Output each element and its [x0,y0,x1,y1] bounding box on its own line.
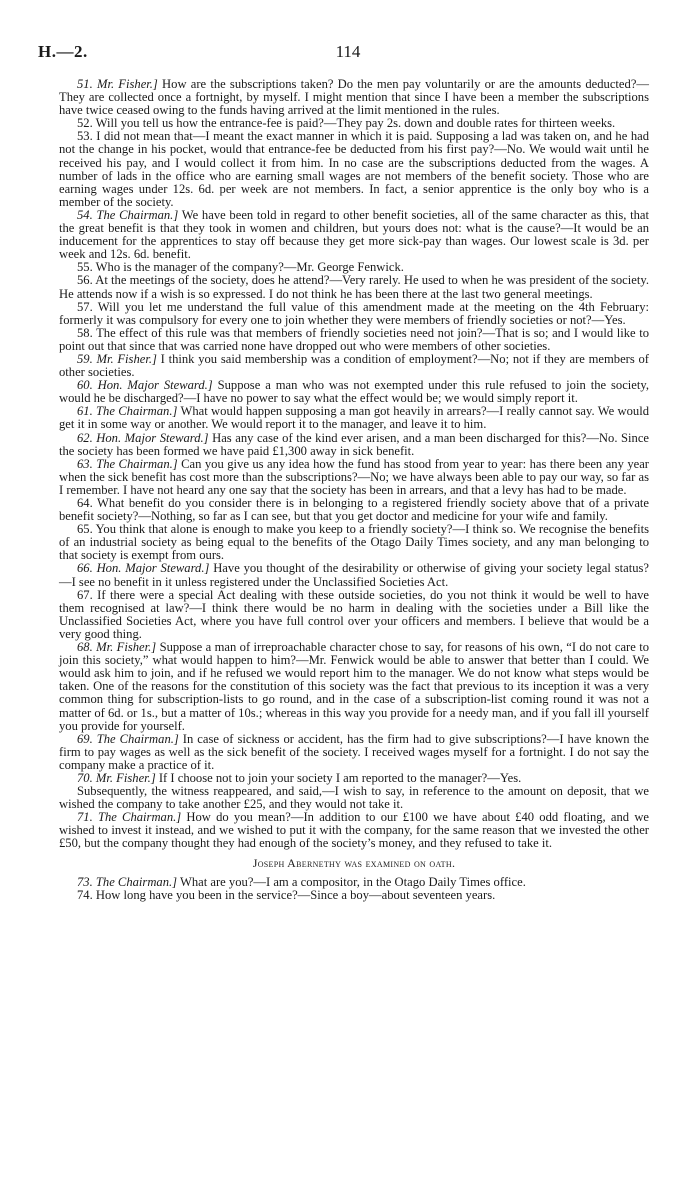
question-paragraph [59,458,649,497]
paragraph-text: 58. The effect of this rule was that members of friendly societies need not join?—That is so; and I would like to point out that since that was carried none have dropped out who were members of other societies. [59,325,649,353]
speaker-label: 70. Mr. Fisher.] [77,770,156,785]
speaker-label: 54. The Chairman.] [77,207,179,222]
paragraph-text: Suppose a man of irreproachable character chose to say, for reasons of his own, “I do not care to join this society,” what would happen to him?—Mr. Fenwick would be able to answer that better than I could. We would ask him to join, and if he refused we would report him to the manager. We do not know what steps would be taken. One of the reasons for the constitution of this society was the fact that previous to its inception it was a very common thing for subscription-lists to go round, and in the case of a subscription-list coming round it was not a matter of 6d. or 1s., but a matter of 10s.; whereas in this way you provide for a needy man, and if you fall ill yourself you provide for yourself. [59,640,649,733]
question-paragraph [59,405,649,431]
paragraph-text: Have you thought of the desirability or otherwise of giving your society legal status?—I see no benefit in it unless registered under the Unclassified Societies Act. [59,561,649,589]
page-header [38,42,658,64]
final-paragraph-list [59,876,649,902]
speaker-label: 62. Hon. Major Steward.] [77,430,209,445]
speaker-label: 71. The Chairman.] [77,810,182,825]
question-paragraph [59,889,649,902]
paragraph-text: 64. What benefit do you consider there is in belonging to a registered friendly society above that of a private benefit society?—Nothing, so far as I can see, but that you get doctor and medicine for your wife and family. [59,496,649,524]
question-paragraph [59,811,649,850]
paragraph-text: 55. Who is the manager of the company?—Mr. George Fenwick. [77,260,404,275]
question-paragraph [59,589,649,641]
speaker-label: 68. Mr. Fisher.] [77,640,157,655]
question-paragraph [59,733,649,772]
paragraph-text: 53. I did not mean that—I meant the exact manner in which it is paid. Supposing a lad was taken on, and he had not the change in his pocket, would that entrance-fee be deducted from his first pay?—No. We would wait until he received his pay, and I would collect it from him. In no case are the subscriptions deducted from the wages. A number of lads in the office who are earning small wages are not members of the benefit society. Those who are earning wages under 12s. 6d. per week are not members. In fact, a senior apprentice is the only boy who is a member of the society. [59,129,649,209]
paragraph-text: 65. You think that alone is enough to make you keep to a friendly society?—I think so. We recognise the benefits of an industrial society as being equal to the benefits of the Otago Daily Times society, and any man belonging to that society is exempt from ours. [59,522,649,563]
question-paragraph [59,353,649,379]
question-paragraph [59,274,649,300]
speaker-label: 61. The Chairman.] [77,404,178,419]
question-paragraph [59,497,649,523]
question-paragraph [59,641,649,733]
question-paragraph [59,78,649,117]
question-paragraph [59,327,649,353]
paragraph-text: 56. At the meetings of the society, does he attend?—Very rarely. He used to when he was president of the society. He attends now if a wish is so expressed. I do not think he has been there at the last two general meetings. [59,273,649,301]
paragraph-text: Suppose a man who was not exempted under this rule refused to join the society, would he be discharged?—I have no power to say what the effect would be; we would simply report it. [59,378,649,406]
paragraph-text: How do you mean?—In addition to our £100 we have about £40 odd floating, and we wished to invest it instead, and we wished to put it with the company, for the same reason that we invested the other £50, but the company thought they had enough of the society’s money, and they refused to take it. [59,810,650,851]
question-paragraph [59,209,649,261]
paragraph-text: Has any case of the kind ever arisen, and a man been discharged for this?—No. Since the society has been formed we have paid £1,300 away in sick benefit. [59,430,649,458]
question-paragraph [59,379,649,405]
paragraph-list [59,78,649,851]
paragraph-text: In case of sickness or accident, has the firm had to give subscriptions?—I have known the firm to pay wages as well as the sick benefit of the society. I received wages myself for a fortnight. I do not say the company make a practice of it. [59,731,649,772]
paragraph-text: What would happen supposing a man got heavily in arrears?—I really cannot say. We would get it in some way or another. We would report it to the manager, and leave it to him. [59,404,649,432]
speaker-label: 73. The Chairman.] [77,874,178,889]
paragraph-text: If I choose not to join your society I am reported to the manager?—Yes. [155,770,522,785]
paragraph-text: I think you said membership was a condition of employment?—No; not if they are members of other societies. [59,351,650,380]
speaker-label: 59. Mr. Fisher.] [77,351,157,366]
witness-heading: Joseph Abernethy was examined on oath. [252,855,456,870]
speaker-label: 63. The Chairman.] [77,456,178,471]
question-paragraph [59,301,649,327]
page-number: 114 [335,42,361,61]
paragraph-text: Can you give us any idea how the fund has stood from year to year: has there been any year when the sick benefit has cost more than the subscriptions?—No; we have always been able to pay our way, so far as I remember. I have not heard any one say that the society has been in arrears, and that a levy has had to be made. [59,456,650,497]
speaker-label: 60. Hon. Major Steward.] [77,378,213,393]
paragraph-text: Subsequently, the witness reappeared, and said,—I wish to say, in reference to the amount on deposit, that we wished the company to take another £25, and they would not take it. [59,784,649,812]
paragraph-text: 67. If there were a special Act dealing with these outside societies, do you not think it would be well to have them recognised at law?—I think there would be no harm in dealing with the societies under a Bill like the Unclassified Societies Act, where you have full control over your officers and members. I believe that would be a very good thing. [59,587,649,641]
speaker-label: 69. The Chairman.] [77,731,179,746]
paragraph-text: 74. How long have you been in the service?—Since a boy—about seventeen years. [77,887,496,902]
question-paragraph [59,432,649,458]
document-body [59,78,649,902]
paragraph-text: We have been told in regard to other benefit societies, all of the same character as this, that the great benefit is that they took in women and children, but yours does not: what is the cause?—It would be an inducement for the apprentices to stay off because they get more sick-pay than wages. Our lowest scale is 3d. per week and 12s. 6d. benefit. [59,207,650,262]
question-paragraph [59,130,649,209]
document-reference: H.—2. [38,42,88,61]
speaker-label: 51. Mr. Fisher.] [77,77,158,91]
paragraph-text: 52. Will you tell us how the entrance-fee is paid?—They pay 2s. down and double rates for thirteen weeks. [77,116,616,131]
paragraph-text: How are the subscriptions taken? Do the men pay voluntarily or are the amounts deducted?—They are collected once a fortnight, by myself. I might mention that since I have been a member the subscriptions have twice ceased owing to the funds having arrived at the limit mentioned in the rules. [59,77,649,118]
speaker-label: 66. Hon. Major Steward.] [77,561,210,576]
question-paragraph [59,785,649,811]
question-paragraph [59,562,649,588]
paragraph-text: What are you?—I am a compositor, in the Otago Daily Times office. [177,874,526,889]
paragraph-text: 57. Will you let me understand the full value of this amendment made at the meeting on the 4th February: formerly it was compulsory for every one to join whether they were members of friendly societies or not?—Yes. [59,299,649,327]
question-paragraph [59,523,649,562]
